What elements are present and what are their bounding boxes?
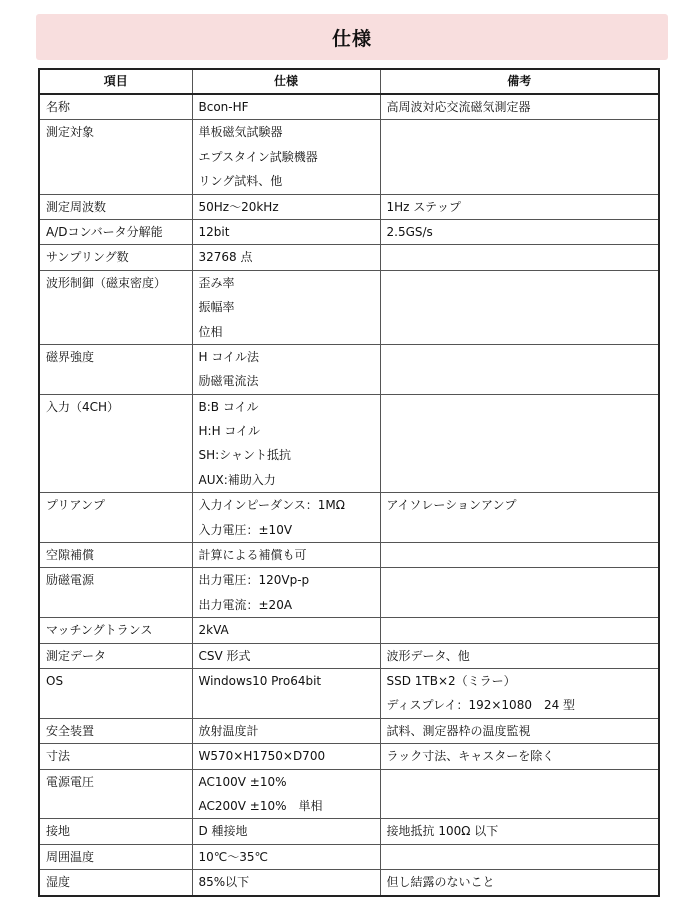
spec-line: AUX:補助入力 <box>198 472 276 487</box>
note-line: ディスプレイ：192×1080 24 型 <box>386 698 576 713</box>
table-row <box>39 568 659 618</box>
spec-cell <box>192 870 380 896</box>
table-row <box>39 219 659 244</box>
spec-cell <box>192 394 380 493</box>
spec-line: SH:シャント抵抗 <box>198 448 291 463</box>
table-row <box>39 668 659 718</box>
item-cell <box>39 394 192 493</box>
table-row <box>39 344 659 394</box>
spec-line: Windows10 Pro64bit <box>198 673 322 688</box>
spec-cell <box>192 744 380 769</box>
table-row <box>39 643 659 668</box>
spec-line: 出力電圧：120Vp-p <box>198 573 310 588</box>
note-cell <box>380 819 659 844</box>
spec-line: W570×H1750×D700 <box>198 749 326 764</box>
spec-line: AC100V ±10% <box>198 774 287 789</box>
note-cell <box>380 94 659 120</box>
spec-line: 単板磁気試験器 <box>198 125 283 140</box>
spec-table <box>38 68 660 897</box>
table-row <box>39 844 659 869</box>
note-cell <box>380 394 659 493</box>
item-cell <box>39 618 192 643</box>
note-line: 但し結露のないこと <box>386 875 495 890</box>
note-line: 高周波対応交流磁気測定器 <box>386 100 531 114</box>
spec-line: D 種接地 <box>198 824 248 839</box>
table-row <box>39 493 659 543</box>
table-row <box>39 819 659 844</box>
note-line: SSD 1TB×2（ミラー） <box>386 673 516 688</box>
item-cell <box>39 819 192 844</box>
table-row <box>39 769 659 819</box>
spec-line: 位相 <box>198 324 223 339</box>
item-label: 安全装置 <box>46 723 95 738</box>
spec-line: 放射温度計 <box>198 723 259 738</box>
spec-line: 50Hz～20kHz <box>198 199 279 214</box>
note-cell <box>380 120 659 194</box>
note-cell <box>380 618 659 643</box>
note-line: ラック寸法、キャスターを除く <box>386 749 555 764</box>
spec-cell <box>192 245 380 270</box>
item-cell <box>39 718 192 743</box>
note-cell <box>380 194 659 219</box>
spec-line: B:B コイル <box>198 399 259 414</box>
table-row <box>39 718 659 743</box>
item-label: 励磁電源 <box>46 573 95 588</box>
spec-line: AC200V ±10% 単相 <box>198 798 323 813</box>
spec-line: Bcon-HF <box>198 100 249 114</box>
spec-line: リング試料、他 <box>198 174 283 189</box>
table-row <box>39 94 659 120</box>
item-label: 名称 <box>46 100 71 114</box>
item-label: 波形制御（磁束密度） <box>46 275 167 290</box>
header-note: 備考 <box>380 69 659 94</box>
spec-body <box>39 94 659 896</box>
item-cell <box>39 543 192 568</box>
item-label: プリアンプ <box>46 498 106 513</box>
item-label: 測定周波数 <box>46 199 107 214</box>
spec-cell <box>192 270 380 344</box>
spec-line: 振幅率 <box>198 300 235 315</box>
item-label: マッチングトランス <box>46 623 153 638</box>
table-row <box>39 870 659 896</box>
item-label: 磁界強度 <box>46 349 95 364</box>
title-bar <box>36 14 668 60</box>
spec-line: H:H コイル <box>198 424 261 439</box>
header-spec: 仕様 <box>192 69 380 94</box>
spec-line: 2kVA <box>198 623 229 638</box>
item-cell <box>39 120 192 194</box>
note-cell <box>380 744 659 769</box>
spec-cell <box>192 844 380 869</box>
table-row <box>39 245 659 270</box>
item-cell <box>39 769 192 819</box>
spec-cell <box>192 618 380 643</box>
spec-line: 85%以下 <box>198 875 250 890</box>
note-cell <box>380 543 659 568</box>
spec-line: 励磁電流法 <box>198 374 259 389</box>
spec-line: 歪み率 <box>198 275 235 290</box>
note-cell <box>380 844 659 869</box>
note-cell <box>380 493 659 543</box>
spec-line: 入力インピーダンス：1MΩ <box>198 498 345 513</box>
table-row <box>39 120 659 194</box>
item-label: 空隙補償 <box>46 548 95 563</box>
note-line: 接地抵抗 100Ω 以下 <box>386 824 499 839</box>
spec-cell <box>192 718 380 743</box>
spec-cell <box>192 194 380 219</box>
note-cell <box>380 870 659 896</box>
note-cell <box>380 344 659 394</box>
item-label: A/Dコンバータ分解能 <box>46 224 163 239</box>
spec-cell <box>192 819 380 844</box>
item-cell <box>39 568 192 618</box>
note-cell <box>380 219 659 244</box>
spec-line: 12bit <box>198 224 230 239</box>
item-cell <box>39 744 192 769</box>
item-label: 測定データ <box>46 648 107 663</box>
spec-line: CSV 形式 <box>198 648 251 663</box>
note-cell <box>380 718 659 743</box>
page-title: 仕様 <box>331 27 372 50</box>
item-cell <box>39 870 192 896</box>
header-row <box>39 69 659 94</box>
item-cell <box>39 194 192 219</box>
note-cell <box>380 270 659 344</box>
spec-cell <box>192 219 380 244</box>
spec-line: 入力電圧：±10V <box>198 522 293 537</box>
spec-cell <box>192 643 380 668</box>
item-cell <box>39 668 192 718</box>
spec-cell <box>192 94 380 120</box>
spec-cell <box>192 668 380 718</box>
spec-cell <box>192 769 380 819</box>
item-cell <box>39 245 192 270</box>
item-label: 測定対象 <box>46 125 95 140</box>
item-cell <box>39 94 192 120</box>
spec-line: 出力電流：±20A <box>198 597 293 612</box>
item-cell <box>39 344 192 394</box>
item-label: OS <box>46 673 64 688</box>
spec-line: H コイル法 <box>198 349 259 364</box>
note-line: 波形データ、他 <box>386 648 470 663</box>
note-cell <box>380 245 659 270</box>
spec-line: 計算による補償も可 <box>198 548 307 563</box>
spec-line: エプスタイン試験機器 <box>198 149 318 164</box>
note-cell <box>380 568 659 618</box>
item-label: 電源電圧 <box>46 774 95 789</box>
spec-cell <box>192 120 380 194</box>
spec-cell <box>192 344 380 394</box>
note-cell <box>380 668 659 718</box>
spec-cell <box>192 493 380 543</box>
item-label: 周囲温度 <box>46 849 95 864</box>
table-row <box>39 194 659 219</box>
note-line: アイソレーションアンプ <box>386 498 517 513</box>
table-row <box>39 394 659 493</box>
note-cell <box>380 643 659 668</box>
note-line: 試料、測定器枠の温度監視 <box>386 723 531 738</box>
spec-cell <box>192 568 380 618</box>
item-label: サンプリング数 <box>46 250 129 265</box>
table-row <box>39 618 659 643</box>
item-cell <box>39 219 192 244</box>
item-label: 入力（4CH） <box>46 399 120 414</box>
item-cell <box>39 844 192 869</box>
item-cell <box>39 643 192 668</box>
spec-cell <box>192 543 380 568</box>
item-label: 湿度 <box>46 875 71 890</box>
note-cell <box>380 769 659 819</box>
note-line: 1Hz ステップ <box>386 199 462 214</box>
spec-line: 32768 点 <box>198 250 253 265</box>
item-label: 接地 <box>46 824 71 839</box>
item-cell <box>39 270 192 344</box>
item-cell <box>39 493 192 543</box>
note-line: 2.5GS/s <box>386 224 433 239</box>
table-row <box>39 270 659 344</box>
item-label: 寸法 <box>46 749 71 764</box>
table-row <box>39 744 659 769</box>
header-item: 項目 <box>39 69 192 94</box>
spec-line: 10℃～35℃ <box>198 849 268 864</box>
table-row <box>39 543 659 568</box>
